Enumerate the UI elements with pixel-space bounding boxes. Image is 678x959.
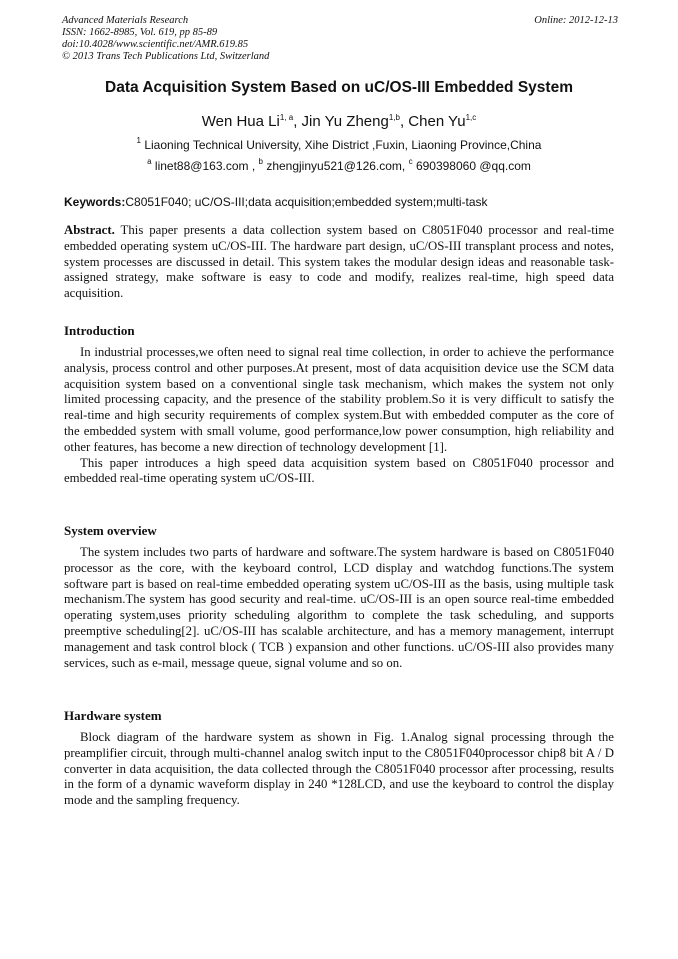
hardware-body	[64, 730, 614, 809]
paper-title: Data Acquisition System Based on uC/OS-III Embedded System	[105, 79, 573, 96]
email-superscript: a	[147, 157, 152, 166]
email: linet88@163.com ,	[154, 159, 256, 173]
email: zhengjinyu521@126.com,	[266, 159, 406, 173]
section-heading-introduction: Introduction	[64, 323, 135, 338]
author-list: Wen Hua Li$^{1, a}$, Jin Yu Zheng$^{1,b}$, Chen Yu$^{1,c}$	[201, 113, 477, 130]
online-date: Online: 2012-12-13	[534, 15, 618, 26]
author-name: Chen Yu	[408, 113, 466, 130]
author-name: Jin Yu Zheng	[301, 113, 389, 130]
journal-name: Advanced Materials Research	[62, 15, 189, 26]
email-superscript: c	[408, 157, 413, 166]
journal-header	[62, 15, 618, 63]
paragraph: In industrial processes,we often need to signal real time collection, in order to achieve the performance analysis, process control and other purposes.At present, most of data acquisition device use the SCM data acquisition system based on a conventional single task mechanism, which makes the system not only limited processing capacity, and the presence of the stability problem.So it is very difficult to satisfy the real-time and high security requirements of complex system.But with embedded computer as the core of the embedded system with small volume, good performance,low power consumption, high reliability and other features, has become a new direction of technology development [1].	[64, 345, 614, 454]
author-superscript: 1,c	[465, 113, 477, 122]
section-heading-hardware-system: Hardware system	[64, 708, 162, 723]
keywords-text: C8051F040; uC/OS-III;data acquisition;embedded system;multi-task	[125, 195, 488, 209]
paragraph: This paper introduces a high speed data acquisition system based on C8051F040 processor and embedded real-time operating system uC/OS-III.	[64, 455, 614, 486]
abstract	[64, 223, 614, 302]
author-superscript: 1,b	[388, 113, 400, 122]
copyright-line: © 2013 Trans Tech Publications Ltd, Switzerland	[62, 51, 270, 62]
issn-line: ISSN: 1662-8985, Vol. 619, pp 85-89	[62, 27, 218, 38]
doi-line: doi:10.4028/www.scientific.net/AMR.619.85	[62, 39, 249, 50]
email-superscript: b	[258, 157, 263, 166]
abstract-label: Abstract.	[64, 223, 115, 237]
author-superscript: 1, a	[279, 113, 294, 122]
email-list	[0, 159, 678, 173]
author-name: Wen Hua Li	[201, 113, 280, 130]
affiliation-text: Liaoning Technical University, Xihe District ,Fuxin, Liaoning Province,China	[144, 138, 542, 152]
overview-body	[64, 545, 614, 671]
introduction-body	[64, 345, 614, 487]
keywords	[64, 195, 488, 209]
affiliation	[0, 138, 678, 152]
abstract-text: This paper presents a data collection system based on C8051F040 processor and real-time embedded operating system uC/OS-III. The hardware part design, uC/OS-III transplant process and notes, system processes are discussed in detail. This system takes the modular design ideas and reasonable task-assigned strategy, make software is easy to code and modify, realizes real-time, high speed data acquisition.	[64, 223, 614, 301]
paragraph: The system includes two parts of hardware and software.The system hardware is based on C8051F040 processor as the core, with the keyboard control, LCD display and watchdog functions.The system software part is based on real-time embedded operating system uC/OS-III as the basis, using multiple task mechanism.The system has good security and real-time. uC/OS-III is an open source real-time embedded operating system,uses priority scheduling algorithm to complete the task scheduling, and supports preemptive scheduling[2]. uC/OS-III has scalable architecture, and has a memory management, interrupt management and task control block ( TCB ) expansion and other functions. uC/OS-III also provides many services, such as e-mail, message queue, signal volume and so on.	[64, 545, 614, 670]
affiliation-superscript: 1	[136, 136, 141, 145]
section-heading-system-overview: System overview	[64, 523, 157, 538]
paragraph: Block diagram of the hardware system as shown in Fig. 1.Analog signal processing through the preamplifier circuit, through multi-channel analog switch input to the C8051F040processor chip8 bit A / D converter in data acquisition, the data collected through the C8051F040 processor after processing, results in the form of a dynamic waveform display in 240 *128LCD, and use the keyboard to control the display mode and the sampling frequency.	[64, 730, 614, 808]
keywords-label: Keywords:	[64, 195, 126, 209]
email: 690398060 @qq.com	[415, 159, 531, 173]
